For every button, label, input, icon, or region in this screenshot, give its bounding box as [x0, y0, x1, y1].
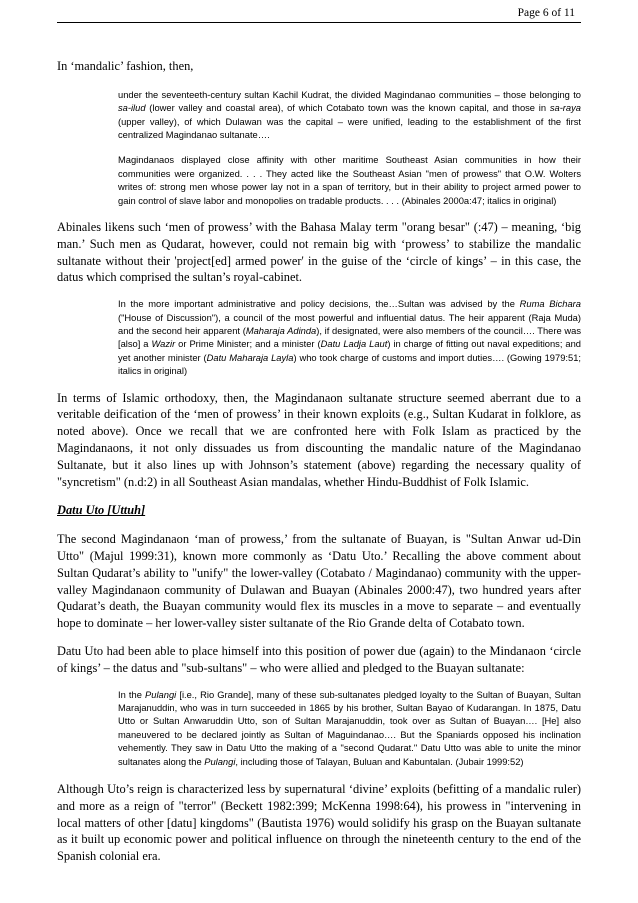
block-quote-kudrat: under the seventeeth-century sultan Kachil Kudrat, the divided Magindanao communities – those belonging to sa-ilud (lower valley and coastal area), of which Cotabato town was the known capital, and those in sa-raya (upper valley), of which Dulawan was the capital – were unified, leading to the establishment of the first centralized Magindanao sultanate…. — [118, 89, 581, 141]
paragraph-circle-of-kings: Datu Uto had been able to place himself into this position of power due (again) to the Mindanaon ‘circle of kings’ – the datus and "sub-sultans" – who were allied and pledged to the Buayan sultanate: — [57, 644, 581, 675]
paragraph-uto-reign: Although Uto’s reign is characterized less by supernatural ‘divine’ exploits (befitting of a mandalic ruler) and more as a reign of "terror" (Beckett 1982:399; McKenna 1998:64), his prowess in "intervening in local matters of other [datu] kingdoms" (Bautista 1976) would solidify his grasp on the Buayan sultanate as it built up economic power and political influence on through the nineteenth century to the end of the Spanish colonial era. — [57, 782, 581, 864]
paragraph-big-man: Abinales likens such ‘men of prowess’ with the Bahasa Malay term "orang besar" (:47) – meaning, ‘big man.’ Such men as Qudarat, however, could not remain big with ‘prowess’ to stabilize the mandalic sultanate without their 'project[ed] armed power' in the guise of the ‘circle of kings’ – in this case, the datus which comprised the sultan’s royal-cabinet. — [57, 220, 581, 285]
page-body — [57, 58, 581, 865]
paragraph-second-man-of-prowess: The second Magindanaon ‘man of prowess,’ from the sultanate of Buayan, is "Sultan Anwar ud-Din Utto" (Majul 1999:31), known more commonly as ‘Datu Uto.’ Recalling the above comment about Sultan Qudarat’s ability to "unify" the lower-valley (Cotabato / Magindanao) community with the upper-valley Magindanaon community of Dulawan and Buayan (Abinales 2000:47), two hundred years after Qudarat’s death, the Buayan community would flex its muscles in a move to separate – and eventually hope to dominate – her lower-valley sister sultanate of the Rio Grande delta of Cotabato town. — [57, 532, 581, 631]
block-quote-abinales: Magindanaos displayed close affinity with other maritime Southeast Asian communities in how their communities were organized. . . . They acted like the Southeast Asian "men of prowess" that O.W. Wolters writes of: strong men whose power lay not in a span of territory, but in their ability to project armed power to gain control of slave labor and monopolies on tradable products. . . . (Abinales 2000a:47; italics in original) — [118, 155, 581, 206]
header-rule — [57, 22, 581, 23]
block-quote-jubair: In the Pulangi [i.e., Rio Grande], many of these sub-sultanates pledged loyalty to the Sultan of Buayan, Sultan Marajanuddin, who was in turn succeeded in 1865 by his brother, Sultan Bayao of Kudarangan. In 1875, Datu Utto or Sultan Anwaruddin Utto, son of Sultan Marajanuddin, took over as Sultan of Buayan…. [He] also maneuvered to be declared jointly as Sultan of Maguindanao…. But the Spaniards opposed his inclination vehemently. They saw in Datu Utto the making of a "second Qudarat." Datu Utto was able to unite the minor sultanates along the Pulangi, including those of Talayan, Buluan and Kabuntalan. (Jubair 1999:52) — [118, 689, 581, 767]
intro-line: In ‘mandalic’ fashion, then, — [57, 59, 194, 73]
block-quote-gowing: In the more important administrative and policy decisions, the…Sultan was advised by the Ruma Bichara ("House of Discussion"), a council of the most powerful and influential datus. The heir apparent (Raja Muda) and the second heir apparent (Maharaja Adinda), if designated, were also members of the council…. There was [also] a Wazir or Prime Minister; and a minister (Datu Ladja Laut) in charge of fitting out naval expeditions; and yet another minister (Datu Maharaja Layla) who took charge of customs and import duties…. (Gowing 1979:51; italics in original) — [118, 299, 581, 377]
page-number: Page 6 of 11 — [517, 7, 575, 19]
section-heading: Datu Uto [Uttuh] — [57, 503, 146, 518]
paragraph-islamic-orthodoxy: In terms of Islamic orthodoxy, then, the Magindanaon sultanate structure seemed aberrant due to a veritable deification of the ‘men of prowess’ in their known exploits (e.g., Sultan Kudarat in folklore, as noted above). Once we recall that we are confronted here with Folk Islam as practiced by the Magindanaons, it not only dissuades us from discounting the mandalic nature of the Magindanao Sultanate, but it also lines up with Johnson’s statement (above) regarding the necessary quality of "syncretism" (n.d:2) in all Southeast Asian mandalas, whether Hindu-Buddhist of Folk Islamic. — [57, 390, 581, 489]
